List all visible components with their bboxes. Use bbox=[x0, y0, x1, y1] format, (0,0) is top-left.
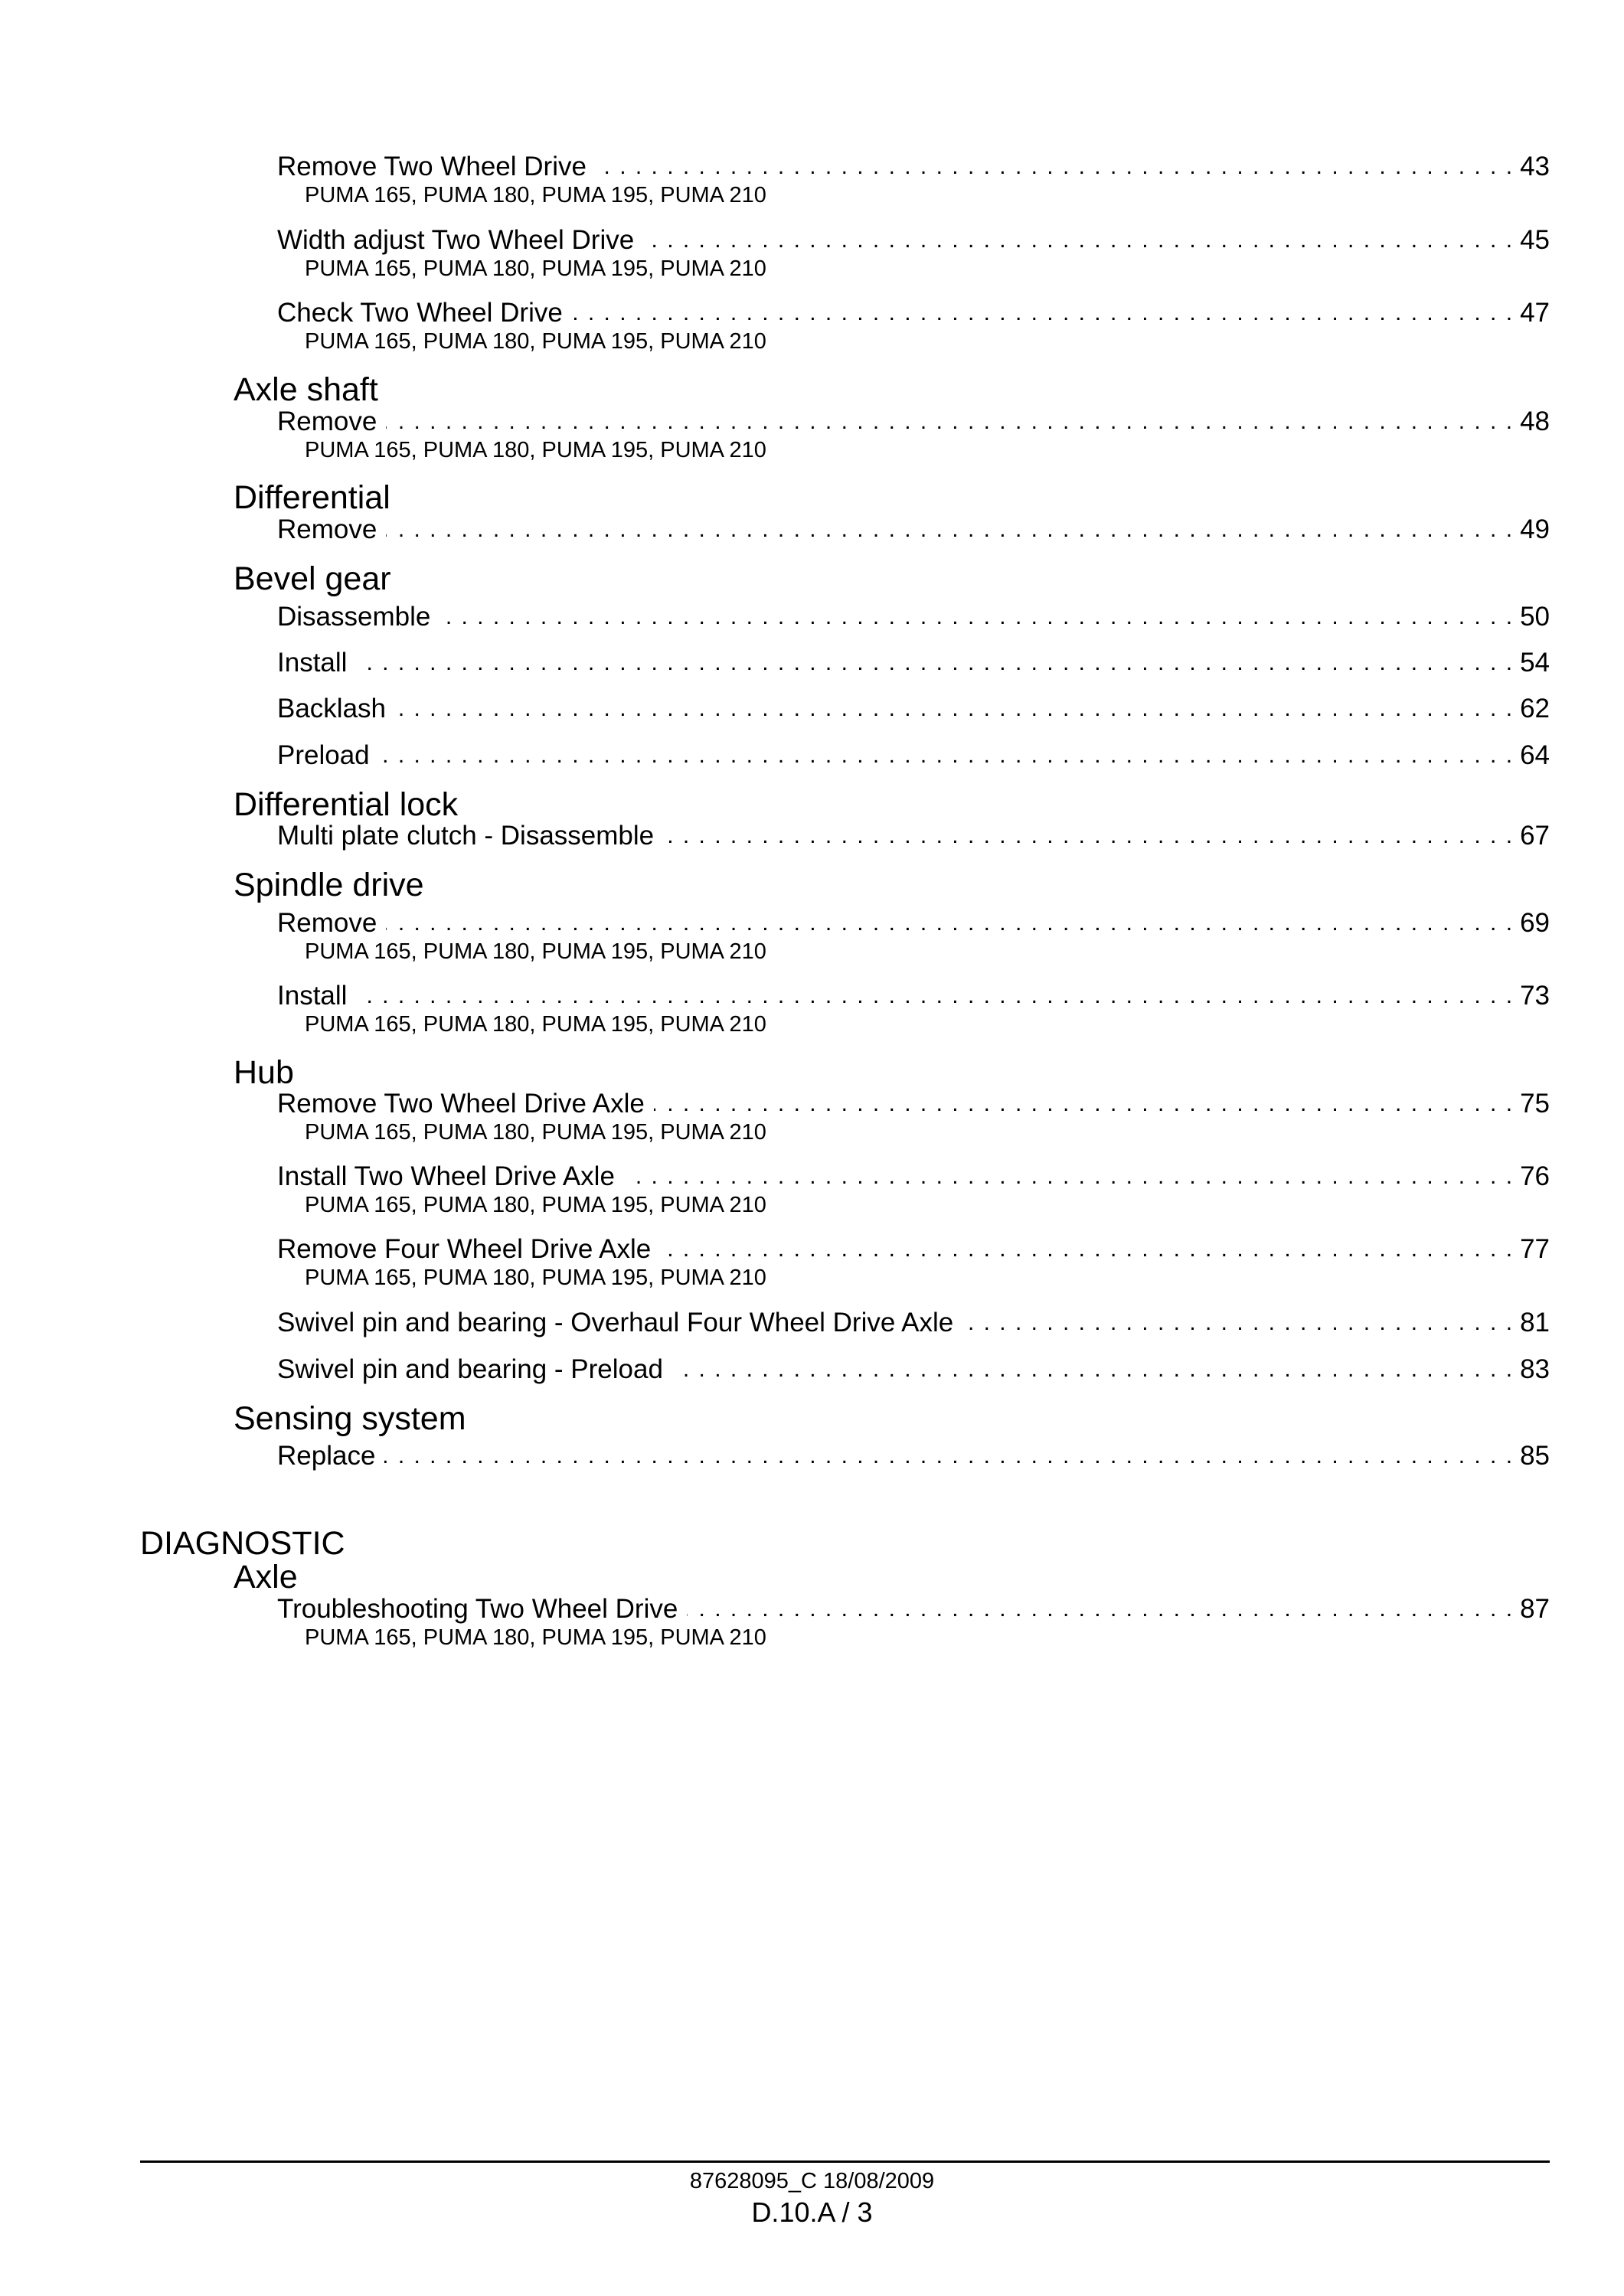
toc-entry[interactable] bbox=[277, 1306, 1550, 1340]
model-list: PUMA 165, PUMA 180, PUMA 195, PUMA 210 bbox=[305, 256, 766, 281]
toc-entry[interactable] bbox=[277, 739, 1550, 772]
toc-entry-label: Check Two Wheel Drive bbox=[277, 298, 563, 328]
toc-entry-page: 75 bbox=[1520, 1089, 1550, 1119]
toc-entry[interactable] bbox=[277, 150, 1550, 184]
section-heading: Differential lock bbox=[234, 786, 459, 823]
toc-entry[interactable] bbox=[277, 513, 1550, 547]
toc-entry-page: 43 bbox=[1520, 152, 1550, 181]
toc-entry-label: Disassemble bbox=[277, 602, 431, 632]
toc-entry-page: 64 bbox=[1520, 740, 1550, 770]
toc-entry[interactable] bbox=[277, 296, 1550, 330]
model-list: PUMA 165, PUMA 180, PUMA 195, PUMA 210 bbox=[305, 438, 766, 462]
toc-entry[interactable] bbox=[277, 1592, 1550, 1626]
toc-entry[interactable] bbox=[277, 224, 1550, 257]
dot-leader bbox=[643, 224, 1512, 257]
toc-entry-label: Remove bbox=[277, 407, 377, 436]
toc-entry[interactable] bbox=[277, 979, 1550, 1013]
footer-document-reference: 87628095_C 18/08/2009 bbox=[689, 2169, 935, 2193]
dot-leader bbox=[356, 979, 1512, 1013]
toc-entry-page: 73 bbox=[1520, 981, 1550, 1011]
toc-entry-label: Remove Two Wheel Drive Axle bbox=[277, 1089, 645, 1119]
toc-entry-label: Swivel pin and bearing - Overhaul Four Wheel Drive Axle bbox=[277, 1308, 954, 1337]
toc-entry-label: Install bbox=[277, 981, 348, 1011]
section-heading: Spindle drive bbox=[234, 867, 424, 903]
toc-entry-page: 48 bbox=[1520, 407, 1550, 436]
toc-entry-label: Replace bbox=[277, 1441, 376, 1471]
section-heading: Differential bbox=[234, 479, 390, 516]
toc-entry[interactable] bbox=[277, 692, 1550, 726]
toc-entry-page: 47 bbox=[1520, 298, 1550, 328]
dot-leader bbox=[962, 1306, 1512, 1340]
dot-leader bbox=[386, 906, 1512, 940]
section-heading: Bevel gear bbox=[234, 560, 391, 597]
model-list: PUMA 165, PUMA 180, PUMA 195, PUMA 210 bbox=[305, 1266, 766, 1290]
toc-entry[interactable] bbox=[277, 600, 1550, 634]
toc-entry[interactable] bbox=[277, 1087, 1550, 1121]
toc-entry-page: 62 bbox=[1520, 694, 1550, 723]
toc-entry[interactable] bbox=[277, 405, 1550, 439]
toc-entry[interactable] bbox=[277, 1160, 1550, 1194]
toc-entry-label: Remove Four Wheel Drive Axle bbox=[277, 1234, 652, 1264]
toc-entry-page: 69 bbox=[1520, 908, 1550, 938]
toc-entry-label: Swivel pin and bearing - Preload bbox=[277, 1354, 663, 1384]
toc-entry[interactable] bbox=[277, 1233, 1550, 1266]
model-list: PUMA 165, PUMA 180, PUMA 195, PUMA 210 bbox=[305, 1193, 766, 1217]
toc-entry[interactable] bbox=[277, 906, 1550, 940]
section-heading: Axle bbox=[234, 1559, 298, 1595]
dot-leader bbox=[439, 600, 1512, 634]
toc-entry-page: 54 bbox=[1520, 648, 1550, 678]
model-list: PUMA 165, PUMA 180, PUMA 195, PUMA 210 bbox=[305, 939, 766, 964]
toc-entry-page: 85 bbox=[1520, 1441, 1550, 1471]
toc-entry-page: 83 bbox=[1520, 1354, 1550, 1384]
toc-entry-label: Remove bbox=[277, 908, 377, 938]
toc-entry-label: Width adjust Two Wheel Drive bbox=[277, 225, 635, 255]
dot-leader bbox=[624, 1160, 1512, 1194]
section-heading: Sensing system bbox=[234, 1400, 466, 1437]
toc-entry-page: 87 bbox=[1520, 1594, 1550, 1624]
dot-leader bbox=[596, 150, 1512, 184]
model-list: PUMA 165, PUMA 180, PUMA 195, PUMA 210 bbox=[305, 1625, 766, 1650]
dot-leader bbox=[687, 1592, 1512, 1626]
dot-leader bbox=[379, 739, 1512, 772]
toc-entry[interactable] bbox=[277, 646, 1550, 680]
toc-entry-page: 50 bbox=[1520, 602, 1550, 632]
dot-leader bbox=[384, 1439, 1512, 1473]
dot-leader bbox=[356, 646, 1512, 680]
section-heading: Axle shaft bbox=[234, 371, 378, 408]
model-list: PUMA 165, PUMA 180, PUMA 195, PUMA 210 bbox=[305, 329, 766, 354]
toc-entry-label: Preload bbox=[277, 740, 370, 770]
model-list: PUMA 165, PUMA 180, PUMA 195, PUMA 210 bbox=[305, 1012, 766, 1037]
toc-entry-label: Multi plate clutch - Disassemble bbox=[277, 821, 655, 851]
toc-entry-page: 45 bbox=[1520, 225, 1550, 255]
section-heading: Hub bbox=[234, 1054, 294, 1091]
footer-divider bbox=[140, 2160, 1550, 2163]
toc-entry-page: 76 bbox=[1520, 1161, 1550, 1191]
dot-leader bbox=[386, 405, 1512, 439]
footer-page-reference: D.10.A / 3 bbox=[751, 2196, 873, 2228]
model-list: PUMA 165, PUMA 180, PUMA 195, PUMA 210 bbox=[305, 1120, 766, 1145]
model-list: PUMA 165, PUMA 180, PUMA 195, PUMA 210 bbox=[305, 183, 766, 207]
dot-leader bbox=[395, 692, 1512, 726]
toc-entry-page: 81 bbox=[1520, 1308, 1550, 1337]
toc-entry[interactable] bbox=[277, 1353, 1550, 1386]
toc-entry-page: 49 bbox=[1520, 514, 1550, 544]
chapter-heading: DIAGNOSTIC bbox=[140, 1525, 345, 1562]
dot-leader bbox=[386, 513, 1512, 547]
toc-entry[interactable] bbox=[277, 1439, 1550, 1473]
dot-leader bbox=[672, 1353, 1512, 1386]
toc-entry[interactable] bbox=[277, 819, 1550, 853]
toc-entry-label: Remove Two Wheel Drive bbox=[277, 152, 587, 181]
toc-entry-label: Troubleshooting Two Wheel Drive bbox=[277, 1594, 678, 1624]
dot-leader bbox=[572, 296, 1512, 330]
toc-entry-label: Install bbox=[277, 648, 348, 678]
toc-entry-label: Backlash bbox=[277, 694, 387, 723]
dot-leader bbox=[660, 1233, 1512, 1266]
toc-entry-label: Remove bbox=[277, 514, 377, 544]
toc-entry-page: 67 bbox=[1520, 821, 1550, 851]
dot-leader bbox=[654, 1087, 1512, 1121]
dot-leader bbox=[663, 819, 1512, 853]
toc-entry-label: Install Two Wheel Drive Axle bbox=[277, 1161, 615, 1191]
toc-entry-page: 77 bbox=[1520, 1234, 1550, 1264]
